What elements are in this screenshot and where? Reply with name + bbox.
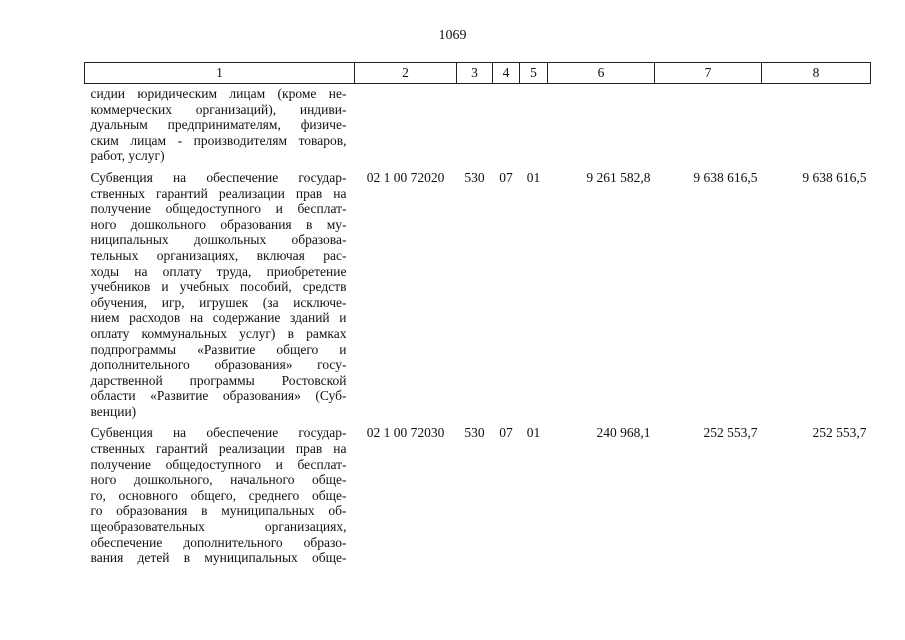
desc-line: обеспечение дополнительного образо- [90, 534, 347, 550]
row-rz [493, 84, 520, 164]
desc-line: Субвенция на обеспечение государ- [90, 425, 347, 441]
desc-line: оплату коммунальных услуг) в рамках [90, 325, 347, 341]
page-number: 1069 [438, 28, 467, 43]
row-description [85, 84, 355, 164]
desc-line: ного дошкольного, начального обще- [90, 472, 347, 488]
desc-line: учебников и учебных пособий, средств [90, 279, 347, 295]
desc-line: дуальным предпринимателям, физиче- [90, 117, 347, 133]
row-vr: 530 [464, 425, 485, 441]
row-year-3: 252 553,7 [812, 425, 867, 441]
desc-line: сидии юридическим лицам (кроме не- [90, 86, 347, 101]
budget-table [84, 62, 871, 566]
row-description [85, 164, 355, 420]
desc-line: венции) [90, 403, 137, 419]
desc-line: ским лицам - производителям товаров, [90, 132, 347, 148]
row-vr [457, 84, 493, 164]
header-col-3: 3 [457, 63, 493, 84]
desc-line: обучения, игр, игрушек (за исключе- [90, 294, 347, 310]
desc-line: тельных организациях, включая рас- [90, 247, 347, 263]
row-code: 02 1 00 72020 [366, 169, 445, 185]
row-pr [520, 84, 548, 164]
row-pr: 01 [526, 169, 541, 185]
desc-line: получение общедоступного и бесплат- [90, 456, 347, 472]
row-year-1: 9 261 582,8 [586, 169, 651, 185]
row-code [355, 84, 457, 164]
header-col-5: 5 [520, 63, 548, 84]
row-year-1: 240 968,1 [596, 425, 651, 441]
desc-line: дополнительного образования» госу- [90, 357, 347, 373]
header-col-2: 2 [355, 63, 457, 84]
row-year-3: 9 638 616,5 [802, 169, 867, 185]
header-col-8: 8 [762, 63, 871, 84]
desc-line: Субвенция на обеспечение государ- [90, 169, 347, 185]
desc-line: дарственной программы Ростовской [90, 372, 347, 388]
desc-line: работ, услуг) [90, 148, 165, 164]
desc-line: области «Развитие образования» (Суб- [90, 388, 347, 404]
desc-line: получение общедоступного и бесплат- [90, 201, 347, 217]
desc-line: го образования в муниципальных об- [90, 503, 347, 519]
row-code: 02 1 00 72030 [366, 425, 445, 441]
row-description [85, 419, 355, 565]
desc-line: щеобразовательных организациях, [90, 519, 347, 535]
row-rz: 07 [499, 169, 513, 185]
row-year-2: 252 553,7 [703, 425, 758, 441]
row-rz: 07 [499, 425, 513, 441]
desc-line: ходы на оплату труда, приобретение [90, 263, 347, 279]
desc-line: ного дошкольного образования в му- [90, 216, 347, 232]
desc-line: подпрограммы «Развитие общего и [90, 341, 347, 357]
table-row [85, 164, 871, 420]
desc-line: коммерческих организаций), индиви- [90, 101, 347, 117]
row-pr: 01 [526, 425, 541, 441]
desc-line: вания детей в муниципальных обще- [90, 550, 347, 566]
header-row [85, 63, 871, 84]
header-col-4: 4 [493, 63, 520, 84]
row-year-3 [762, 84, 871, 164]
header-col-1: 1 [85, 63, 355, 84]
row-year-2: 9 638 616,5 [693, 169, 758, 185]
row-year-1 [548, 84, 655, 164]
desc-line: ственных гарантий реализации прав на [90, 185, 347, 201]
table-row [85, 419, 871, 565]
row-vr: 530 [464, 169, 485, 185]
table-row [85, 84, 871, 164]
header-col-7: 7 [655, 63, 762, 84]
desc-line: го, основного общего, среднего обще- [90, 487, 347, 503]
desc-line: ниципальных дошкольных образова- [90, 232, 347, 248]
row-year-2 [655, 84, 762, 164]
desc-line: ственных гарантий реализации прав на [90, 441, 347, 457]
header-col-6: 6 [548, 63, 655, 84]
desc-line: нием расходов на содержание зданий и [90, 310, 347, 326]
